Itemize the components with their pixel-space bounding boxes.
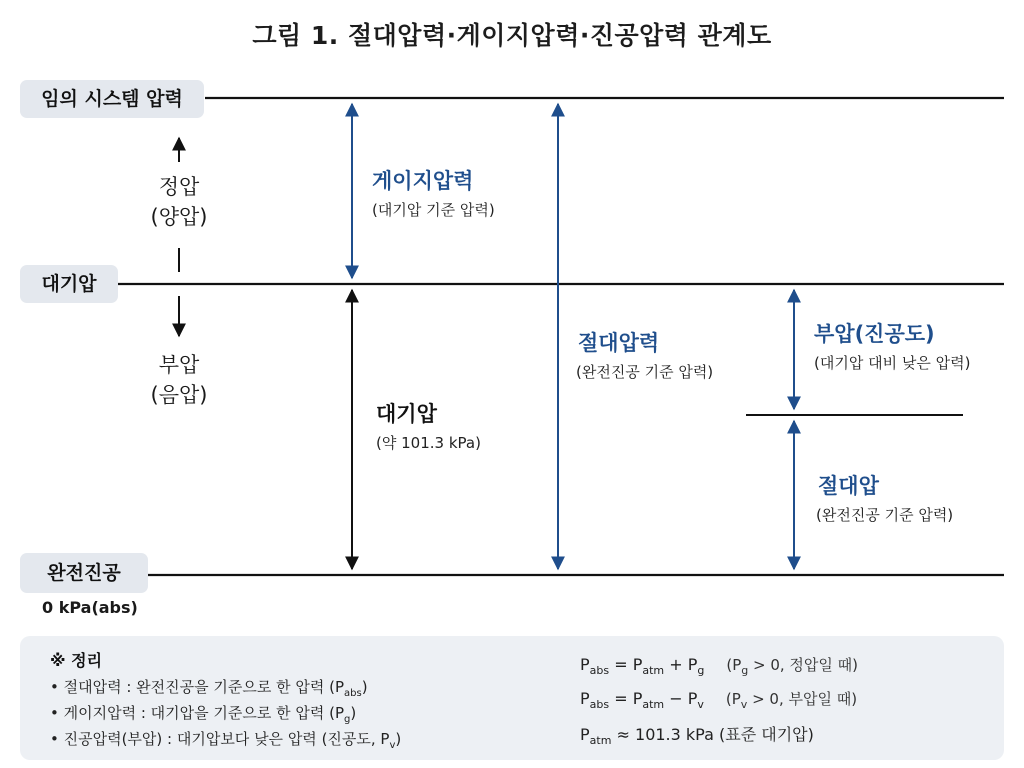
- atmospheric-pill: 대기압: [20, 265, 118, 303]
- atmospheric-pressure-label: 대기압: [376, 402, 437, 426]
- positive-pressure-line1: 정압: [158, 175, 200, 199]
- vacuum-pressure-label: 부압(진공도): [814, 322, 935, 346]
- positive-pressure-line2: (양압): [150, 205, 208, 229]
- vacuum-pressure-sub: (대기압 대비 낮은 압력): [814, 354, 971, 372]
- summary-box: [20, 636, 1004, 760]
- negative-pressure-line1: 부압: [158, 353, 200, 377]
- absolute-under-vacuum-label: 절대압: [818, 474, 879, 498]
- system-pressure-pill: 임의 시스템 압력: [20, 80, 204, 118]
- absolute-pressure-sub: (완전진공 기준 압력): [576, 363, 714, 381]
- summary-heading: ※ 정리: [50, 651, 103, 670]
- formula-positive: $P_{abs} = P_{atm} + P_g$ ($P_g > 0$, 정압일 때): [580, 655, 859, 678]
- negative-pressure-label: [134, 350, 224, 410]
- perfect-vacuum-value: 0 kPa(abs): [42, 598, 138, 617]
- formula-standard-atm: $P_{atm} \approx 101.3$ kPa (표준 대기압): [580, 725, 814, 748]
- gauge-pressure-label: 게이지압력: [372, 169, 474, 193]
- absolute-under-vacuum-sub: (완전진공 기준 압력): [816, 506, 954, 524]
- summary-item-gauge: • 게이지압력 : 대기압을 기준으로 한 압력 $(P_g)$: [50, 704, 357, 725]
- gauge-pressure-sub: (대기압 기준 압력): [372, 201, 495, 219]
- summary-item-absolute: • 절대압력 : 완전진공을 기준으로 한 압력 $(P_{abs})$: [50, 678, 368, 699]
- positive-pressure-label: [134, 172, 224, 232]
- summary-item-vacuum: • 진공압력(부압) : 대기압보다 낮은 압력 (진공도, $P_v$): [50, 730, 402, 751]
- atmospheric-pressure-sub: (약 101.3 kPa): [376, 434, 481, 452]
- perfect-vacuum-pill: 완전진공: [20, 553, 148, 593]
- diagram-title: 그림 1. 절대압력·게이지압력·진공압력 관계도: [252, 21, 772, 50]
- absolute-pressure-label: 절대압력: [578, 331, 660, 355]
- negative-pressure-line2: (음압): [150, 383, 208, 407]
- formula-negative: $P_{abs} = P_{atm} - P_v$ ($P_v > 0$, 부압일 때): [580, 689, 858, 712]
